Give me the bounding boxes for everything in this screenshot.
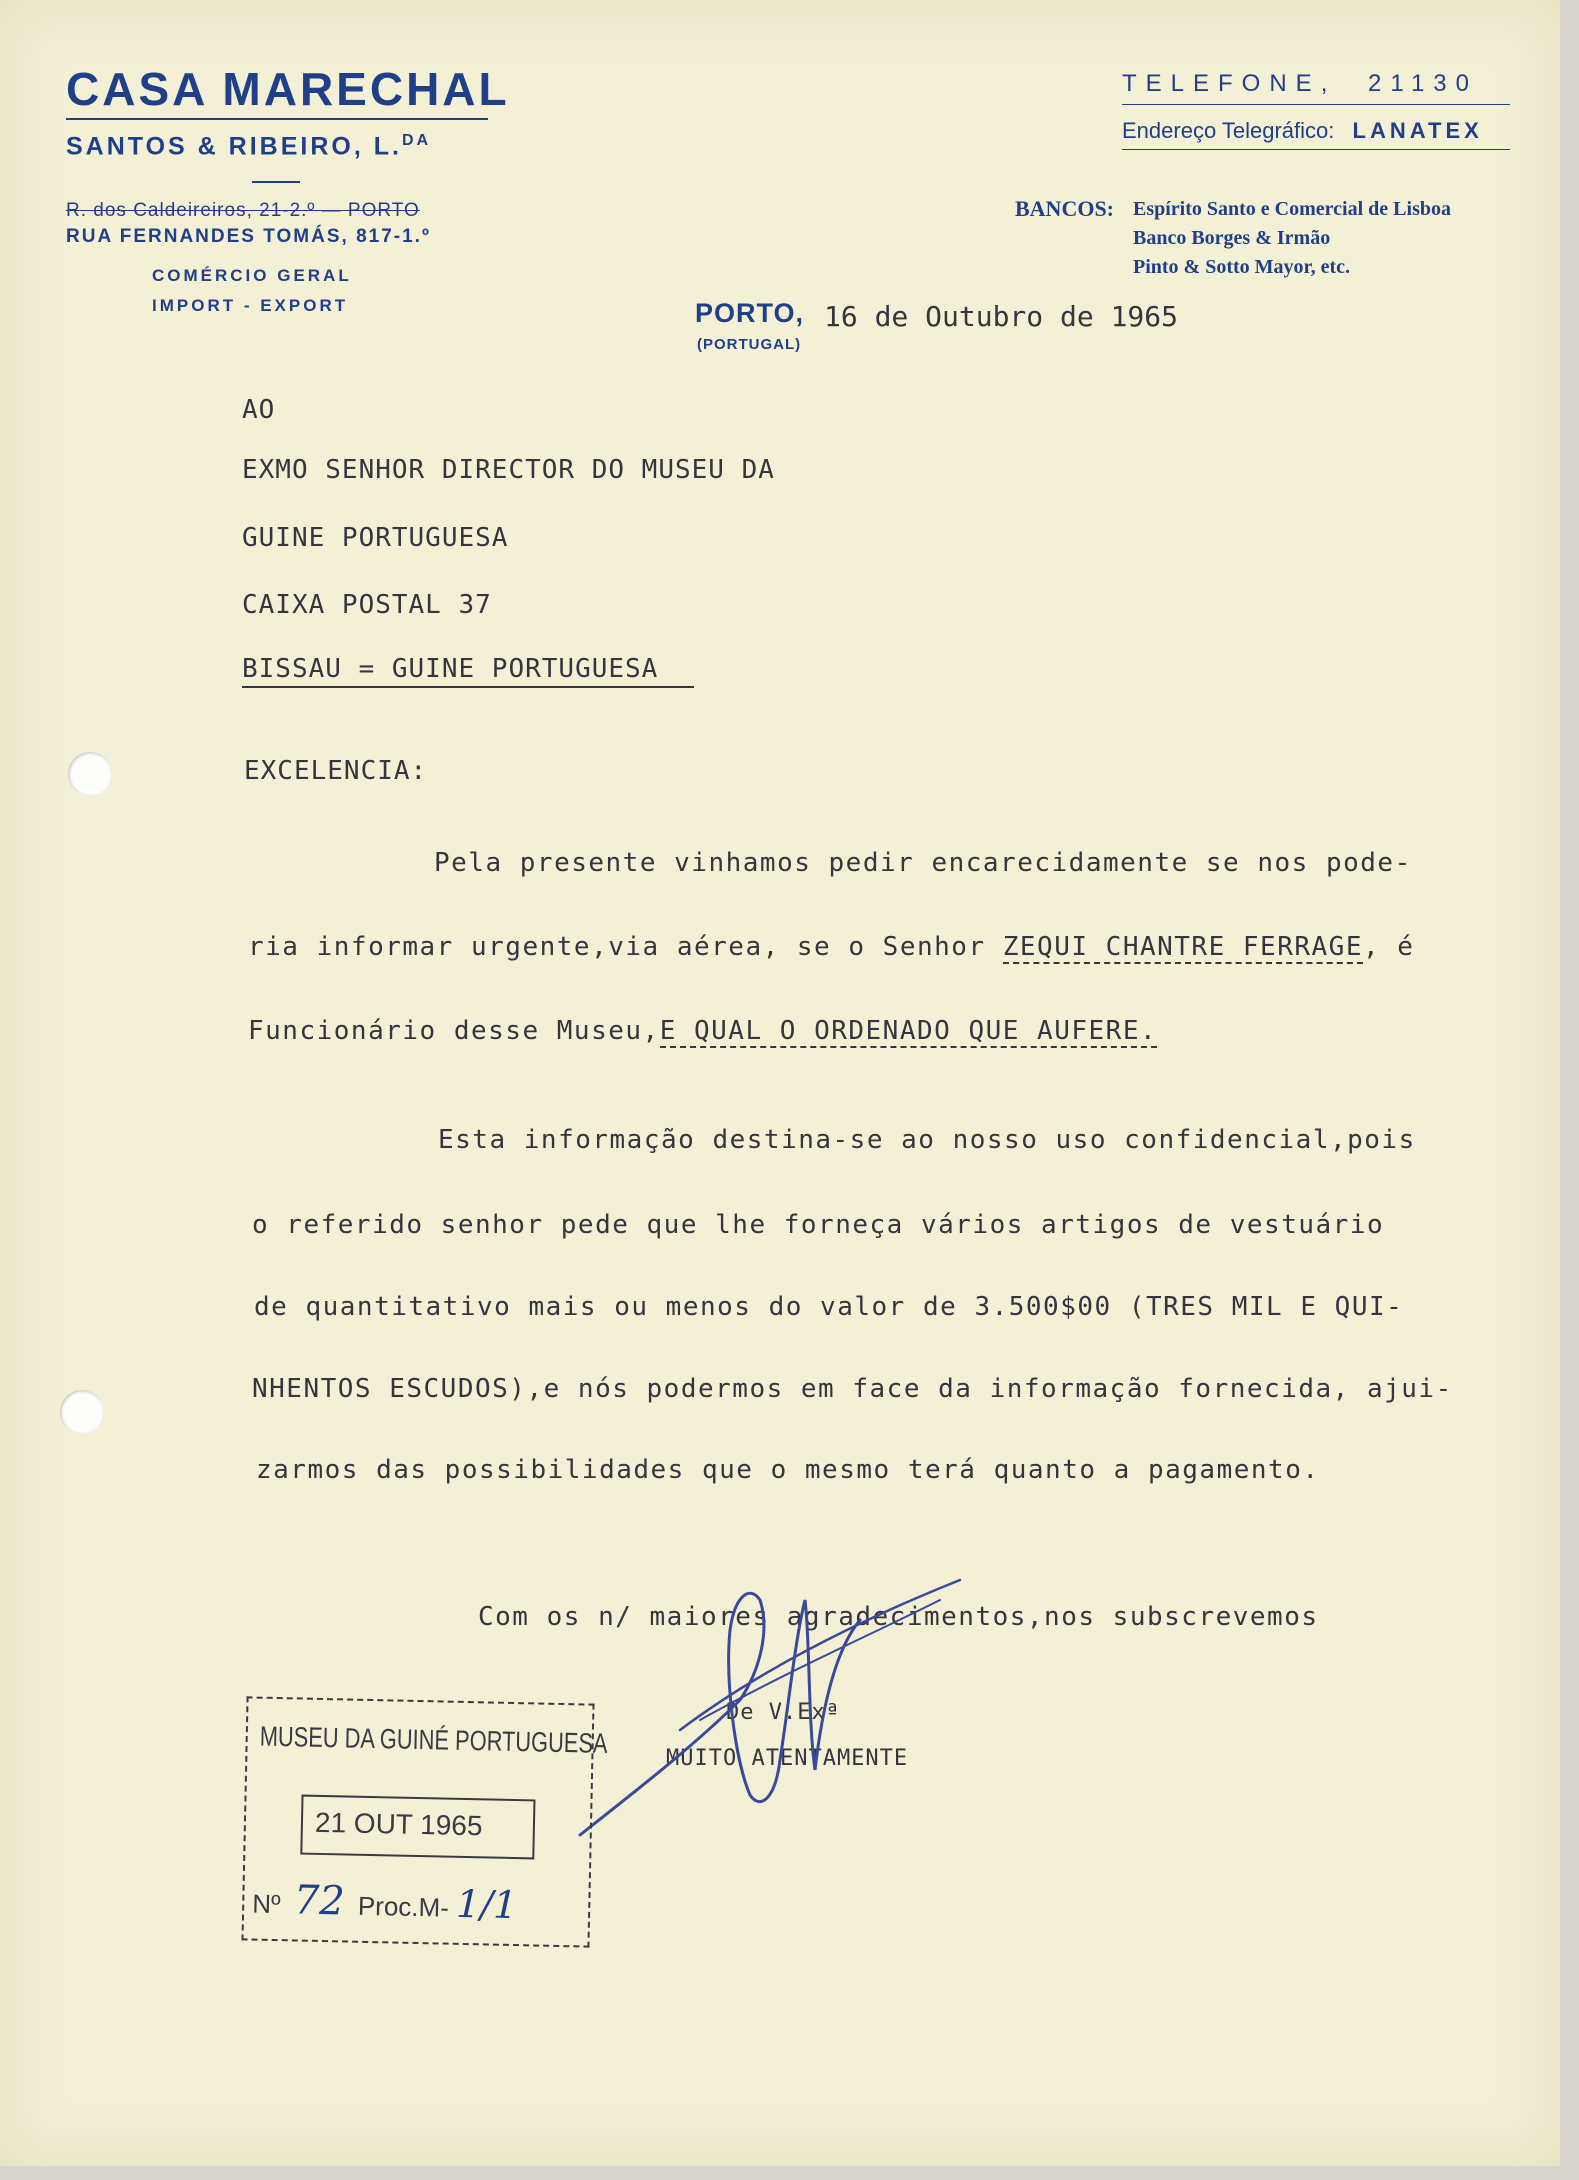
bank-3: Pinto & Sotto Mayor, etc. [1133, 256, 1350, 278]
stamp-title: MUSEU DA GUINÉ PORTUGUESA [259, 1720, 608, 1759]
body-p1-line-2 [248, 932, 1414, 962]
company-rule [66, 118, 488, 120]
company-subtitle-text: SANTOS & RIBEIRO, L. [66, 132, 402, 161]
bank-1: Espírito Santo e Comercial de Lisboa [1133, 198, 1451, 220]
company-subtitle-sup: DA [401, 132, 432, 149]
telegraph-rule [1122, 149, 1510, 150]
body-p2-line-2: o referido senhor pede que lhe forneça vários artigos de vestuário [252, 1210, 1385, 1240]
company-name: CASA MARECHAL [66, 63, 510, 115]
activity-line-1: COMÉRCIO GERAL [152, 266, 352, 285]
company-short-rule [252, 181, 300, 183]
stamp-proc-value: 1/1 [455, 1881, 518, 1928]
body-p1-line-3-start: Funcionário desse Museu, [248, 1016, 660, 1046]
closing-line-1: Com os n/ maiores agradecimentos,nos subscrevemos [478, 1602, 1319, 1632]
telephone-label: TELEFONE, [1122, 70, 1337, 97]
salutation: EXCELENCIA: [244, 756, 428, 786]
recipient-line-1: EXMO SENHOR DIRECTOR DO MUSEU DA [242, 455, 775, 485]
recipient-line-2: GUINE PORTUGUESA [242, 523, 509, 553]
banks-label: BANCOS: [1015, 196, 1115, 221]
body-p1-line-3 [248, 1016, 1157, 1046]
stamp-date: 21 OUT 1965 [314, 1806, 483, 1842]
telegraph-value: LANATEX [1352, 118, 1483, 143]
letter-date: 16 de Outubro de 1965 [824, 300, 1179, 333]
closing-line-3: MUITO ATENTAMENTE [666, 1746, 909, 1771]
recipient-line-4: BISSAU = GUINE PORTUGUESA [242, 654, 694, 688]
recipient-line-3: CAIXA POSTAL 37 [242, 590, 492, 620]
stamp-number-row [252, 1877, 518, 1929]
body-p1-line-2-end: , é [1362, 932, 1415, 962]
punch-hole-top [68, 752, 112, 796]
body-p2-line-3: de quantitativo mais ou menos do valor de 3.500$00 (TRES MIL E QUI- [254, 1292, 1404, 1322]
new-address: RUA FERNANDES TOMÁS, 817-1.º [66, 226, 431, 247]
body-p2-line-1: Esta informação destina-se ao nosso uso confidencial,pois [438, 1125, 1416, 1155]
recipient-line-0: AO [242, 395, 276, 425]
salary-question: E QUAL O ORDENADO QUE AUFERE. [659, 1016, 1158, 1046]
closing-line-2: De V.Exª [726, 1700, 840, 1725]
signature-main-stroke [580, 1593, 860, 1835]
body-p1-line-2-start: ria informar urgente,via aérea, se o Senhor [248, 932, 1003, 962]
telephone-number: 21130 [1368, 70, 1478, 97]
telephone-rule [1122, 104, 1510, 105]
old-address: R. dos Caldeireiros, 21-2.º — PORTO [66, 200, 420, 221]
body-p1-line-1: Pela presente vinhamos pedir encarecidamente se nos pode- [434, 848, 1412, 878]
telephone [1122, 70, 1478, 98]
telegraph-label: Endereço Telegráfico: [1122, 118, 1335, 143]
stamp-number-label: Nº [251, 1888, 281, 1920]
bank-2: Banco Borges & Irmão [1133, 227, 1331, 249]
activity-line-2: IMPORT - EXPORT [152, 296, 349, 315]
body-p2-line-4: NHENTOS ESCUDOS),e nós podermos em face da informação fornecida, ajui- [252, 1374, 1453, 1404]
stamp-proc-label: Proc.M- [357, 1890, 450, 1923]
stamp-date-box [300, 1795, 535, 1860]
stamp-number-value: 72 [293, 1877, 346, 1925]
employee-name: ZEQUI CHANTRE FERRAGE [1002, 932, 1363, 962]
punch-hole-bottom [60, 1390, 104, 1434]
country: (PORTUGAL) [697, 336, 802, 353]
museum-stamp [241, 1696, 608, 1947]
signature [560, 1560, 980, 1860]
body-p2-line-5: zarmos das possibilidades que o mesmo terá quanto a pagamento. [256, 1455, 1320, 1485]
company-subtitle [66, 132, 431, 161]
telegraph-address [1122, 118, 1483, 144]
city: PORTO, [695, 298, 805, 328]
